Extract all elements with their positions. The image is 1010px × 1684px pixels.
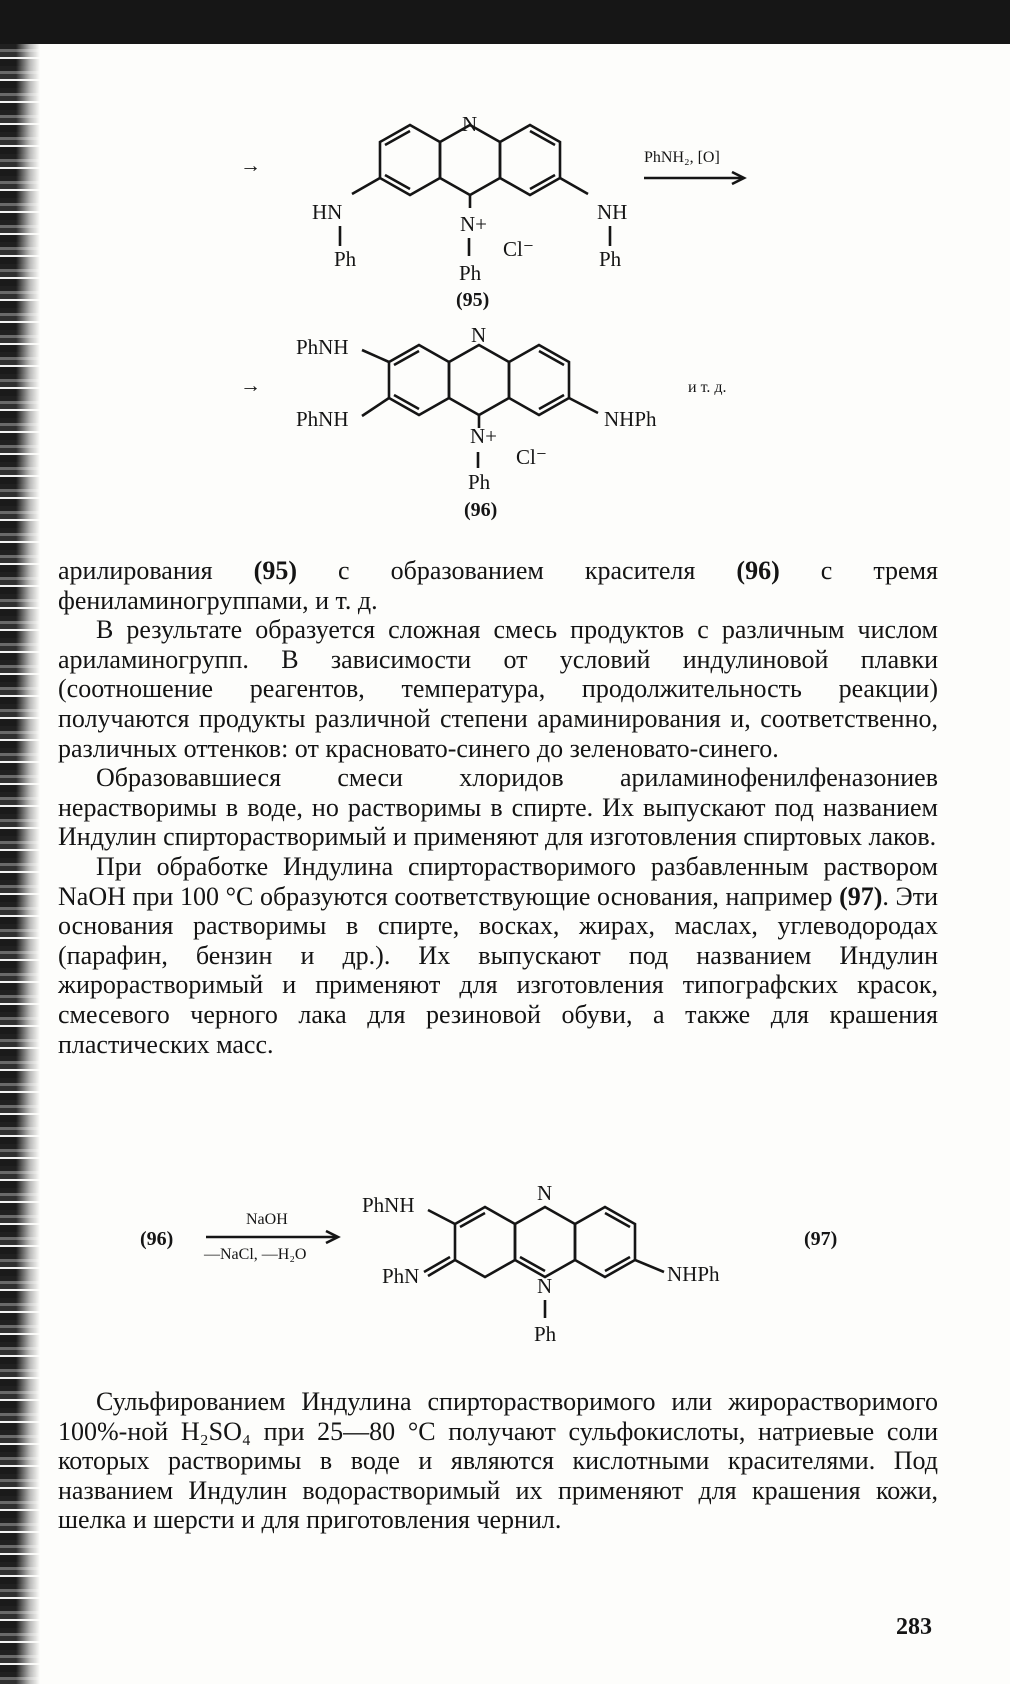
reagent-naoh: NaOH bbox=[246, 1211, 288, 1228]
paragraph-4: При обработке Индулина спирторастворимого разбавленным раствором NaOH при 100 °С образуются соответствующие основания, например (97). Эти основания растворимы в спирте, восках, жирах, маслах, углеводородах (парафин, бензин и др.). Их выпускают под названием Индулин жирорастворимый и применяют для изготовления типографских красок, смесевого черного лака для резиновой обуви, а также для крашения пластических масс. bbox=[58, 851, 938, 1059]
n-top: N bbox=[471, 323, 487, 347]
scheme-compound-95 bbox=[0, 100, 1010, 320]
nhph-right: NHPh bbox=[604, 407, 657, 431]
compound-95-label: (95) bbox=[456, 289, 490, 311]
ring-middle bbox=[449, 345, 509, 415]
start-compound-label: (96) bbox=[140, 1228, 174, 1250]
ring-left bbox=[380, 125, 440, 195]
etc-label: и т. д. bbox=[688, 379, 727, 396]
page-number: 283 bbox=[896, 1614, 932, 1640]
n-top: N bbox=[462, 112, 478, 136]
ring-right bbox=[509, 345, 569, 415]
reagent-byproducts: —NaCl, —H₂O bbox=[204, 1246, 307, 1263]
ring-right bbox=[575, 1207, 635, 1277]
paragraph-2: В результате образуется сложная смесь продуктов с различным числом ариламиногрупп. В зависимости от условий индулиновой плавки (соотношение реагентов, температура, продолжительность реакции) получаются продукты различной степени араминирования и, соответственно, различных оттенков: от красновато-синего до зеленовато-синего. bbox=[58, 615, 938, 763]
reagent-label: PhNH₂, [O] bbox=[644, 149, 720, 166]
paragraph-3: Образовавшиеся смеси хлоридов ариламинофенилфеназониев нерастворимы в воде, но растворимы в спирте. Их выпускают под названием Индулин спирторастворимый и применяют для изготовления спиртовых лаков. bbox=[58, 763, 938, 852]
arrow-in: → bbox=[240, 153, 261, 177]
nh-right: NH bbox=[597, 200, 628, 224]
text-block-lower bbox=[58, 1387, 938, 1535]
ph-left: Ph bbox=[334, 247, 357, 271]
n-plus: N+ bbox=[470, 424, 498, 448]
n-center: N bbox=[537, 1274, 553, 1298]
ph-right: Ph bbox=[599, 247, 622, 271]
chloride: Cl⁻ bbox=[516, 445, 547, 469]
scan-top-border bbox=[0, 0, 1010, 44]
product-compound-label: (97) bbox=[804, 1228, 838, 1250]
paragraph-1: арилирования (95) с образованием красителя (96) с тремя фениламиногруппами, и т. д. bbox=[58, 556, 939, 615]
chloride: Cl⁻ bbox=[503, 237, 534, 261]
phnh-upper: PhNH bbox=[296, 335, 349, 359]
ring-middle bbox=[515, 1207, 575, 1277]
scheme-compound-96 bbox=[0, 320, 1010, 525]
ring-left bbox=[455, 1207, 515, 1277]
ph-center: Ph bbox=[459, 261, 482, 285]
ring-left bbox=[389, 345, 449, 415]
ring-right bbox=[500, 125, 560, 195]
compound-96-label: (96) bbox=[464, 499, 498, 521]
hn-left: HN bbox=[312, 200, 343, 224]
n-top: N bbox=[537, 1181, 553, 1205]
ph-center: Ph bbox=[468, 470, 491, 494]
n-plus: N+ bbox=[460, 212, 488, 236]
arrow-in: → bbox=[240, 373, 261, 397]
text-block-upper bbox=[58, 556, 938, 1059]
ph-center: Ph bbox=[534, 1322, 557, 1346]
scheme-compound-97 bbox=[0, 1160, 1010, 1360]
phnh-lower: PhNH bbox=[296, 407, 349, 431]
phn-imine: PhN bbox=[382, 1264, 420, 1288]
phnh-upper: PhNH bbox=[362, 1193, 415, 1217]
paragraph-5: Сульфированием Индулина спирторастворимого или жирорастворимого 100%-ной H₂SO₄ при 25—80 °С получают сульфокислоты, натриевые соли которых растворимы в воде и являются кислотными красителями. Под названием Индулин водорастворимый их применяют для крашения кожи, шелка и шерсти и для приготовления чернил. bbox=[58, 1387, 938, 1535]
nhph-right: NHPh bbox=[667, 1262, 720, 1286]
